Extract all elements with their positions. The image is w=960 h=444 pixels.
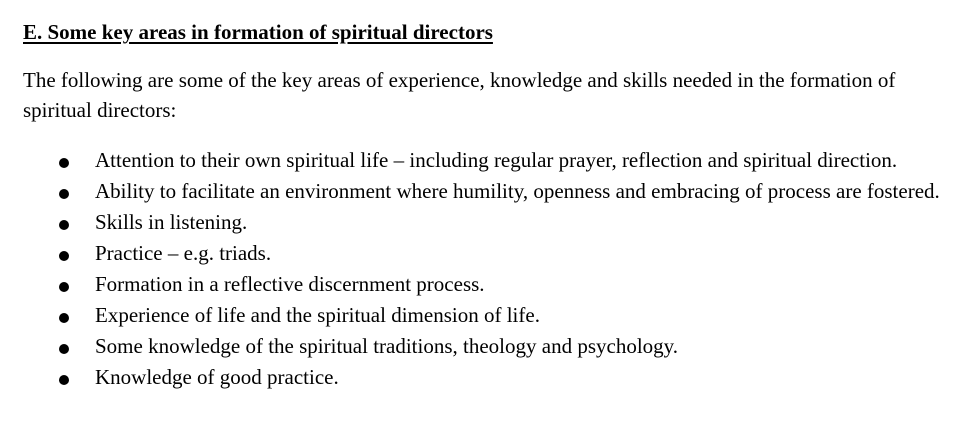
list-item [23, 332, 948, 362]
list-item [23, 146, 948, 176]
list-item [23, 208, 948, 238]
list-item [23, 301, 948, 331]
bullet-icon [59, 251, 69, 261]
key-areas-list [23, 146, 948, 393]
list-item-text: Some knowledge of the spiritual traditions, theology and psychology. [95, 334, 679, 358]
bullet-icon [59, 282, 69, 292]
list-item-text: Knowledge of good practice. [95, 365, 339, 389]
bullet-icon [59, 313, 69, 323]
bullet-icon [59, 220, 69, 230]
bullet-icon [59, 158, 69, 168]
list-item-text: Practice – e.g. triads. [95, 241, 272, 265]
intro-paragraph: The following are some of the key areas of experience, knowledge and skills needed in the formation of spiritual directors: [23, 68, 896, 122]
document-section [23, 17, 948, 394]
section-heading: E. Some key areas in formation of spiritual directors [23, 20, 493, 44]
list-item-text: Attention to their own spiritual life – including regular prayer, reflection and spiritual direction. [95, 148, 898, 172]
list-item-text: Skills in listening. [95, 210, 248, 234]
bullet-icon [59, 375, 69, 385]
list-item [23, 270, 948, 300]
bullet-icon [59, 344, 69, 354]
list-item-text: Experience of life and the spiritual dimension of life. [95, 303, 540, 327]
list-item-text: Ability to facilitate an environment where humility, openness and embracing of process are fostered. [95, 179, 940, 203]
list-item [23, 363, 948, 393]
list-item [23, 177, 948, 207]
list-item-text: Formation in a reflective discernment process. [95, 272, 485, 296]
list-item [23, 239, 948, 269]
bullet-icon [59, 189, 69, 199]
